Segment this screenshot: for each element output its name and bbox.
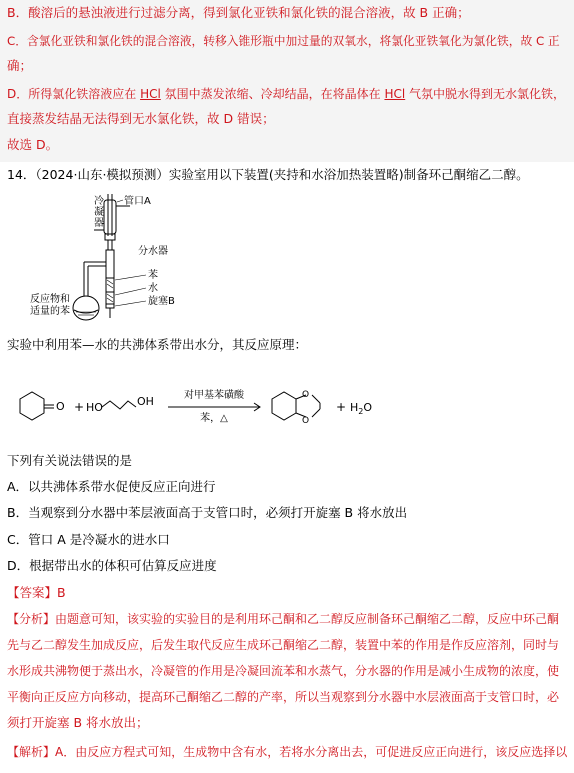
label-water: 水	[148, 283, 158, 294]
prev-option-b: B．酸溶后的悬浊液进行过滤分离，得到氯化亚铁和氯化铁的混合溶液，故 B 正确；	[7, 5, 470, 20]
reaction-scheme	[10, 383, 410, 433]
previous-answer-block	[0, 0, 574, 162]
label-condenser-2: 凝	[94, 207, 104, 218]
label-port-a: 管口A	[124, 196, 151, 207]
reaction-condition: 苯，△	[200, 413, 228, 424]
label-condenser-3: 器	[94, 218, 104, 229]
label-condenser-1: 冷	[94, 196, 104, 207]
reaction-plus-1: +	[74, 400, 85, 414]
label-flask-line2: 适量的苯	[30, 306, 70, 317]
answer-line: 【答案】B	[7, 585, 66, 600]
question-title: 14．（2024·山东·模拟预测）实验室用以下装置(夹持和水浴加热装置略)制备环己酮缩乙二醇。	[7, 167, 529, 182]
label-flask-line1: 反应物和	[30, 294, 70, 305]
label-separator: 分水器	[138, 246, 168, 257]
analysis-line-1: 【分析】由题意可知，该实验的实验目的是利用环己酮和乙二醇反应制备环己酮缩乙二醇，反应中环己酮	[7, 612, 560, 626]
prev-option-d-line2: 直接蒸发结晶无法得到无水氯化铁，故 D 错误；	[7, 111, 275, 126]
apparatus-diagram	[20, 192, 210, 327]
option-a: A．以共沸体系带水促使反应正向进行	[7, 479, 216, 494]
analysis-line-5: 须打开旋塞 B 将水放出；	[7, 715, 149, 730]
ring-o-bottom: O	[302, 416, 310, 426]
reaction-catalyst: 对甲基苯磺酸	[184, 390, 244, 401]
option-b: B．当观察到分水器中苯层液面高于支管口时，必须打开旋塞 B 将水放出	[7, 505, 408, 520]
label-benzene: 苯	[148, 270, 158, 281]
option-c: C．管口 A 是冷凝水的进水口	[7, 532, 170, 547]
analysis-line-4: 平衡向正反应方向移动，提高环己酮缩乙二醇的产率，所以当观察到分水器中水层液面高于支管口时，必	[7, 690, 560, 704]
prev-option-d-line1: D．所得氯化铁溶液应在 HCl 氛围中蒸发浓缩、冷却结晶，在将晶体在 HCl 气氛中脱水得到无水氯化铁，	[7, 87, 566, 101]
reaction-oh: OH	[137, 395, 154, 408]
question-stem: 实验中利用苯—水的共沸体系带出水分，其反应原理：	[7, 337, 308, 352]
option-d: D．根据带出水的体积可估算反应进度	[7, 558, 217, 573]
explanation-line: 【解析】A．由反应方程式可知，生成物中含有水，若将水分离出去，可促进反应正向进行，该反应选择以	[7, 745, 568, 759]
reaction-plus-2: +	[336, 400, 347, 414]
label-stopcock-b: 旋塞B	[148, 296, 175, 307]
reaction-o-label: O	[56, 400, 65, 413]
ring-o-top: O	[302, 390, 310, 400]
analysis-line-3: 水形成共沸物便于蒸出水，冷凝管的作用是冷凝回流苯和水蒸气，分水器的作用是减小生成物的浓度，使	[7, 664, 560, 678]
prev-option-c-line1: C．含氯化亚铁和氯化铁的混合溶液，转移入锥形瓶中加过量的双氧水，将氯化亚铁氧化为氯化铁，故 C 正	[7, 34, 560, 48]
reaction-h2o: $H_2O$	[350, 401, 373, 416]
question-prompt: 下列有关说法错误的是	[7, 453, 133, 468]
reaction-ho: HO	[86, 401, 103, 414]
prev-conclusion: 故选 D。	[7, 137, 59, 152]
prev-option-c-line2: 确；	[7, 58, 33, 73]
analysis-line-2: 先与乙二醇发生加成反应，后发生取代反应生成环己酮缩乙二醇，装置中苯的作用是作反应溶剂，同时与	[7, 638, 560, 652]
